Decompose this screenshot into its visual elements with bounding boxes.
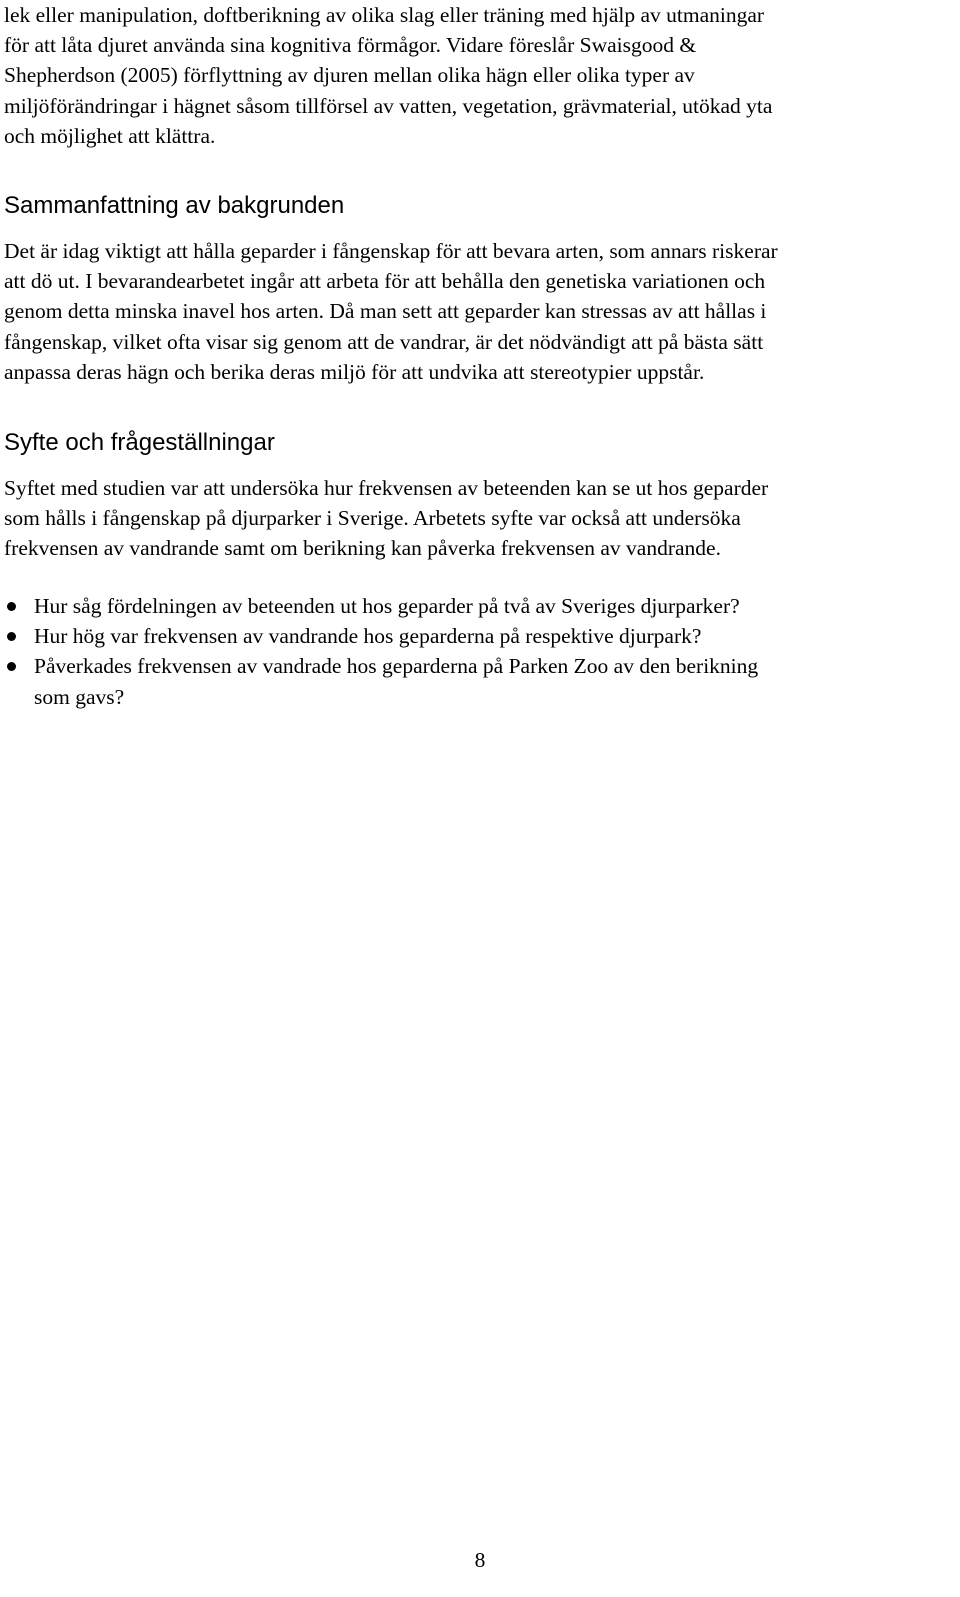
research-questions-list: [4, 591, 956, 712]
paragraph-line: Det är idag viktigt att hålla geparder i fångenskap för att bevara arten, som annars riskerar: [4, 239, 778, 263]
list-item: [4, 621, 956, 651]
question-text: Hur såg fördelningen av beteenden ut hos geparder på två av Sveriges djurparker?: [34, 594, 740, 618]
section-heading-summary: Sammanfattning av bakgrunden: [4, 192, 345, 219]
question-text: som gavs?: [34, 684, 125, 709]
paragraph-line: Shepherdson (2005) förflyttning av djuren mellan olika hägn eller olika typer av: [4, 63, 695, 88]
bullet-icon: [4, 621, 18, 651]
paragraph-line: Syftet med studien var att undersöka hur frekvensen av beteenden kan se ut hos geparder: [4, 476, 769, 500]
bullet-icon: [4, 651, 18, 681]
intro-paragraph: [4, 0, 956, 151]
aim-paragraph: [4, 473, 956, 564]
paragraph-line: genom detta minska inavel hos arten. Då man sett att geparder kan stressas av att hållas i: [4, 299, 767, 324]
question-text: Hur hög var frekvensen av vandrande hos geparderna på respektive djurpark?: [34, 624, 702, 649]
paragraph-line: som hålls i fångenskap på djurparker i Sverige. Arbetets syfte var också att undersöka: [4, 506, 741, 531]
paragraph-line: för att låta djuret använda sina kognitiva förmågor. Vidare föreslår Swaisgood &: [4, 33, 697, 58]
bullet-icon: [4, 591, 18, 621]
page-number: 8: [474, 1548, 486, 1572]
paragraph-line: miljöförändringar i hägnet såsom tillförsel av vatten, vegetation, grävmaterial, utökad yta: [4, 93, 773, 118]
paragraph-line: fångenskap, vilket ofta visar sig genom att de vandrar, är det nödvändigt att på bästa sätt: [4, 329, 764, 354]
section-heading-aim: Syfte och frågeställningar: [4, 429, 275, 456]
list-item: [4, 651, 956, 711]
list-item: [4, 591, 956, 621]
question-text: Påverkades frekvensen av vandrade hos geparderna på Parken Zoo av den berikning: [34, 654, 759, 679]
paragraph-line: att dö ut. I bevarandearbetet ingår att arbeta för att behålla den genetiska variationen och: [4, 269, 766, 294]
summary-paragraph: [4, 236, 956, 387]
paragraph-line: frekvensen av vandrande samt om berikning kan påverka frekvensen av vandrande.: [4, 536, 721, 561]
paragraph-line: och möjlighet att klättra.: [4, 123, 216, 148]
paragraph-line: anpassa deras hägn och berika deras miljö för att undvika att stereotypier uppstår.: [4, 359, 705, 384]
paragraph-line: lek eller manipulation, doftberikning av olika slag eller träning med hjälp av utmaningar: [4, 3, 765, 27]
